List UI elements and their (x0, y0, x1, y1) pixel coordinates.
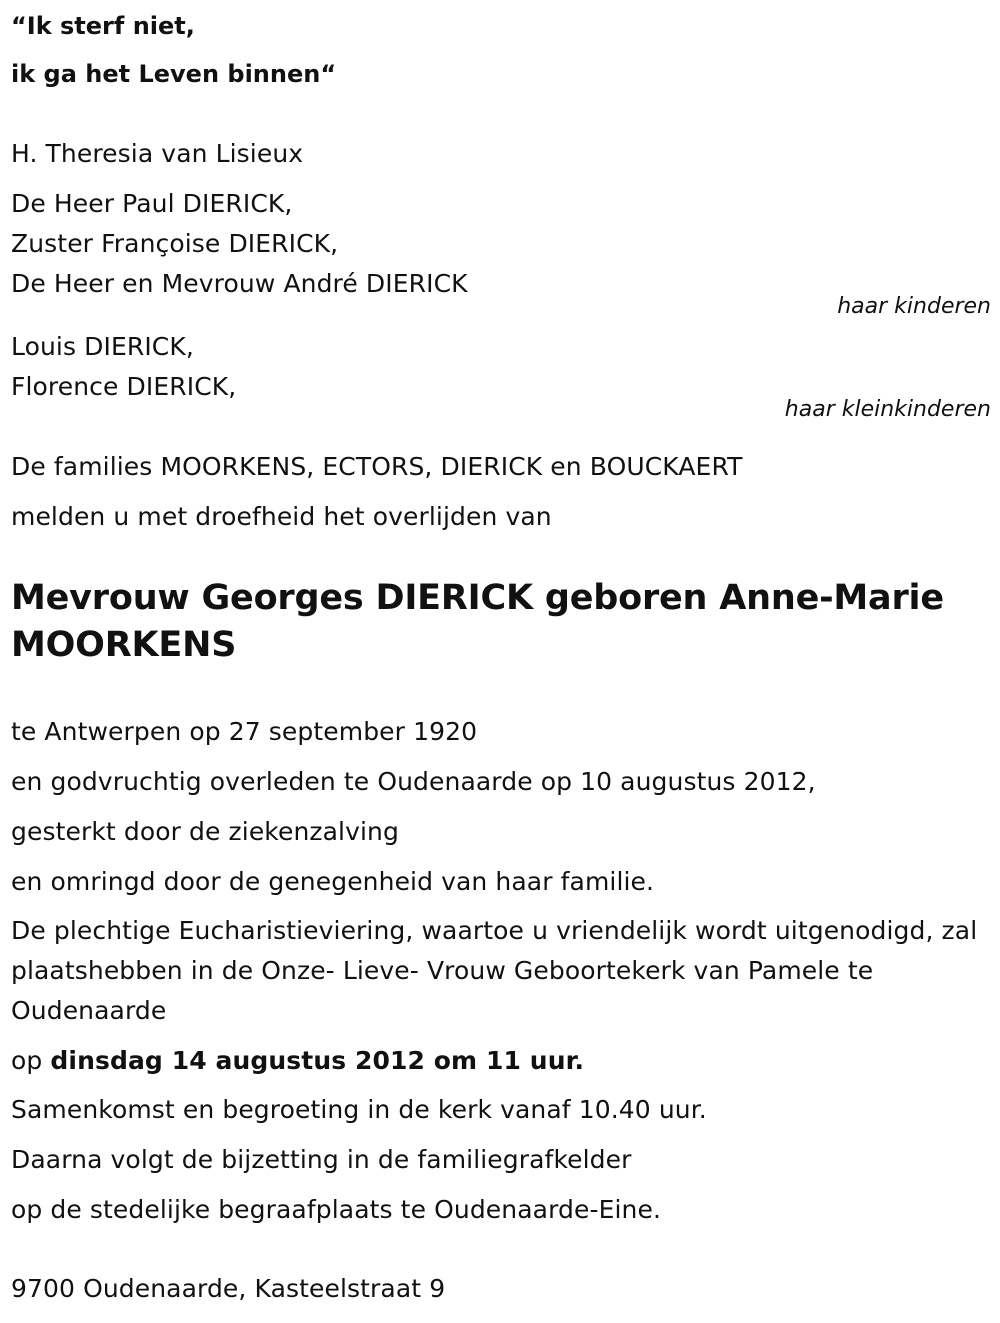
gathering-line: Samenkomst en begroeting in de kerk vanaf 10.40 uur. (11, 1095, 707, 1124)
child-name-2: Zuster Françoise DIERICK, (11, 229, 339, 258)
ceremony-paragraph: De plechtige Eucharistieviering, waartoe u vriendelijk wordt uitgenodigd, zal plaatshebben in de Onze- Lieve- Vrouw Geboortekerk van Pamele te Oudenaarde (11, 916, 978, 1025)
child-name-3: De Heer en Mevrouw André DIERICK (11, 269, 468, 298)
sacrament-line: gesterkt door de ziekenzalving (11, 817, 399, 846)
burial-line: Daarna volgt de bijzetting in de familiegrafkelder (11, 1145, 632, 1174)
quote-author: H. Theresia van Lisieux (11, 139, 304, 168)
quote-line-1: “Ik sterf niet, (11, 12, 195, 40)
families-line: De families MOORKENS, ECTORS, DIERICK en BOUCKAERT (11, 452, 743, 481)
ceremony-date-line (11, 1041, 584, 1081)
children-relation: haar kinderen (837, 294, 991, 319)
ceremony-date: dinsdag 14 augustus 2012 om 11 uur. (50, 1046, 585, 1075)
child-name-1: De Heer Paul DIERICK, (11, 189, 293, 218)
grandchild-name-2: Florence DIERICK, (11, 372, 237, 401)
quote-line-2: ik ga het Leven binnen“ (11, 60, 337, 88)
address-line: 9700 Oudenaarde, Kasteelstraat 9 (11, 1274, 446, 1303)
deceased-name: Mevrouw Georges DIERICK geboren Anne-Marie MOORKENS (11, 578, 944, 665)
family-line: en omringd door de genegenheid van haar familie. (11, 867, 655, 896)
grandchildren-relation: haar kleinkinderen (784, 397, 991, 422)
cemetery-line: op de stedelijke begraafplaats te Oudenaarde-Eine. (11, 1195, 661, 1224)
announcement-line: melden u met droefheid het overlijden van (11, 502, 552, 531)
death-line: en godvruchtig overleden te Oudenaarde op 10 augustus 2012, (11, 767, 816, 796)
date-prefix: op (11, 1046, 51, 1075)
grandchild-name-1: Louis DIERICK, (11, 332, 194, 361)
birth-line: te Antwerpen op 27 september 1920 (11, 717, 478, 746)
